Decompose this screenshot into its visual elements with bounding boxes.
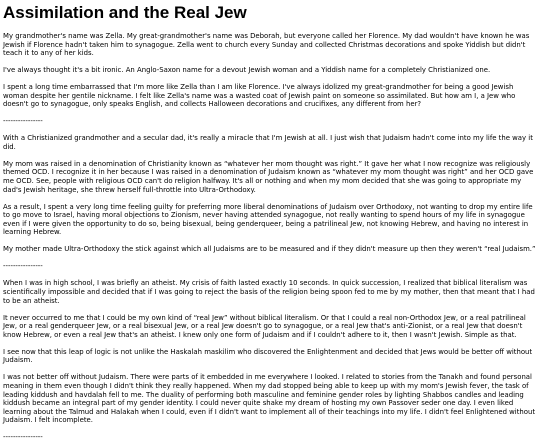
paragraph: I've always thought it's a bit ironic. An Anglo-Saxon name for a devout Jewish woman and a Yiddish name for a completely Christianized one. [3, 66, 491, 75]
section-divider: ---------------- [3, 262, 43, 271]
paragraph: With a Christianized grandmother and a secular dad, it's really a miracle that I'm Jewish at all. I just wish that Judaism hadn't come into my life the way it did. [3, 134, 533, 151]
page-title: Assimilation and the Real Jew [3, 3, 247, 22]
paragraph: My mom was raised in a denomination of Christianity known as “whatever her mom thought was right.” It gave her what I now recognize was religiously themed OCD. I recognize it in her because I was raised in a denomination of Judaism known as “whatever my mom thought was right” and her OCD gave me OCD. See, people with religious OCD can't do religion halfway. It's all or nothing and when my mom decided that she was going to appropriate my dad's Jewish heritage, she threw herself full-throttle into Ultra-Orthodoxy. [3, 159, 534, 194]
section-divider: ---------------- [3, 433, 43, 442]
paragraph: My mother made Ultra-Orthodoxy the stick against which all Judaisms are to be measured and if they didn't measure up then they weren't “real Judaism.” [3, 245, 536, 254]
paragraph: I see now that this leap of logic is not unlike the Haskalah maskilim who discovered the Enlightenment and decided that Jews would be better off without Judaism. [3, 347, 533, 365]
paragraph: I was not better off without Judaism. There were parts of it embedded in me everywhere I looked. I related to stories from the Tanakh and found personal meaning in them even though I didn't think they really happened. When my dad stopped being able to keep up with my mom's Jewish fever, the task of leading kiddush and havdalah fell to me. The duality of performing both masculine and feminine gender roles by lighting Shabbos candles and leading kiddush became an integral part of my gender identity. I could never quite shake my dream of hosting my own Passover seder one day. I even liked learning about the Talmud and Halakah when I could, even if I didn't want to implement all of their teachings into my life. I didn't feel Enlightened without Judaism. I felt incomplete. [3, 373, 536, 425]
paragraph: It never occurred to me that I could be my own kind of “real Jew” without biblical literalism. Or that I could a real non-Orthodox Jew, or a real patrilineal Jew, or a real genderqueer Jew, or a real bisexual Jew, or a real Jew doesn't go to synagogue, or a real Jew that's anti-Zionist, or a real Jew that doesn't know Hebrew, or even a real Jew that's an atheist. I knew only one form of Judaism and if I couldn't adhere to it, then I wasn't Jewish. Simple as that. [3, 313, 526, 339]
section-divider: ---------------- [3, 117, 43, 126]
paragraph: When I was in high school, I was briefly an atheist. My crisis of faith lasted exactly 10 seconds. In quick succession, I realized that biblical literalism was scientifically impossible and decided that if I was going to reject the basis of the religion being spoon fed to me by my mother, then that meant that I had to be an atheist. [3, 279, 535, 305]
paragraph: As a result, I spent a very long time feeling guilty for preferring more liberal denominations of Judaism over Orthodoxy, not wanting to drop my entire life to go move to Israel, having moral objections to Zionism, never having attended synagogue, not really wanting to spend hours of my life in synagogue even if I were given the opportunity to do so, being bisexual, being genderqueer, being a patrilineal Jew, not knowing Hebrew, and having no interest in learning Hebrew. [3, 202, 533, 237]
paragraph: My grandmother's name was Zella. My great-grandmother's name was Deborah, but everyone called her Florence. My dad wouldn't have known he was Jewish if Florence hadn't taken him to synagogue. Zella went to church every Sunday and collected Christmas decorations and spoke Yiddish but didn't teach it to any of her kids. [3, 32, 530, 58]
paragraph: I spent a long time embarrassed that I'm more like Zella than I am like Florence. I've always idolized my great-grandmother for being a good Jewish woman despite her gentile nickname. I felt like Zella's name was a wasted coat of Jewish paint on someone so assimilated. But how am I, a Jew who doesn't go to synagogue, only speaks English, and collects Halloween decorations and crucifixes, any different from her? [3, 83, 516, 109]
article-body [3, 32, 537, 442]
